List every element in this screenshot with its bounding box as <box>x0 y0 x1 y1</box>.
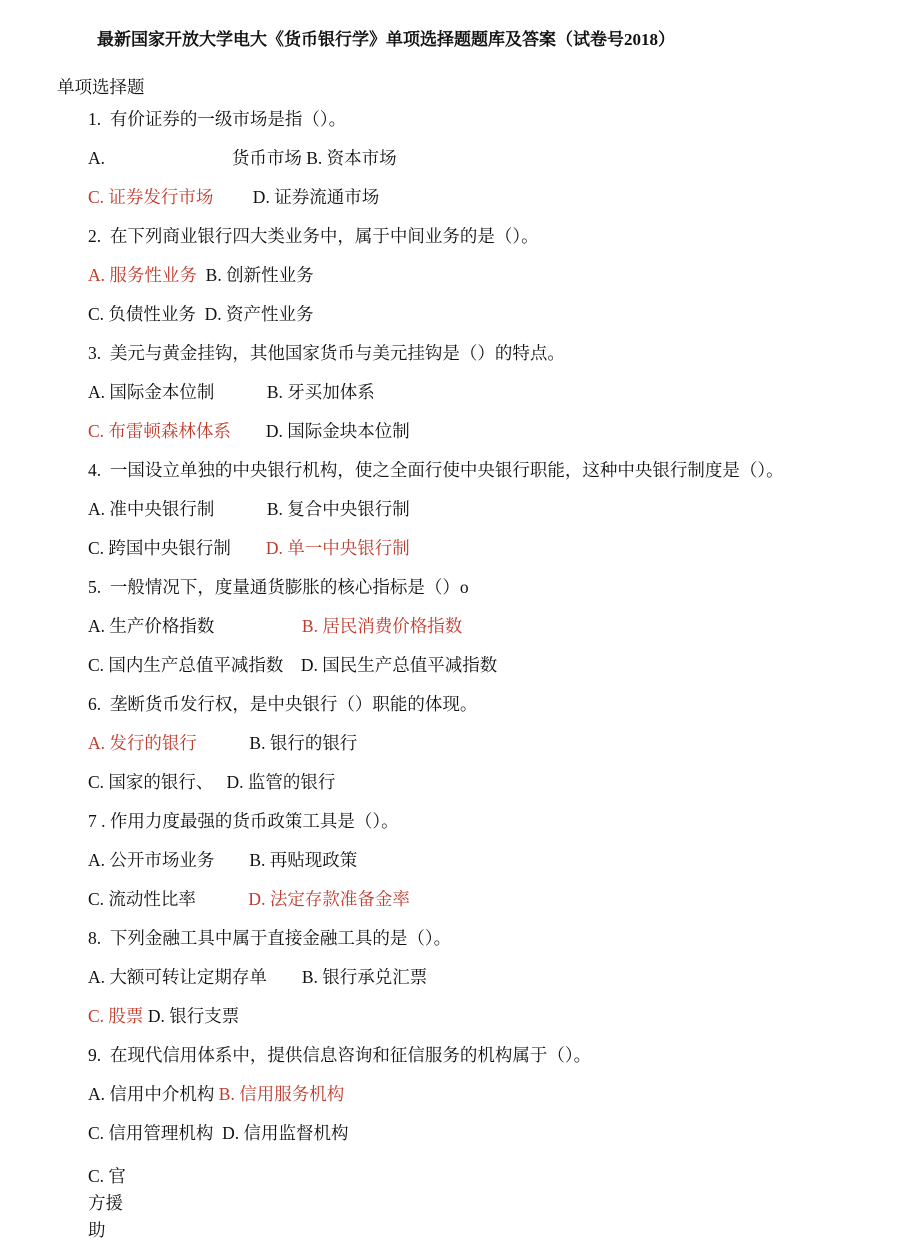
option-text: A. 国际金本位制 B. 牙买加体系 <box>88 382 375 402</box>
option-line <box>88 968 880 986</box>
option-line <box>88 266 880 284</box>
question-stem: 2. 在下列商业银行四大类业务中，属于中间业务的是（）。 <box>88 226 539 246</box>
answer-option-highlighted: B. 信用服务机构 <box>218 1084 345 1104</box>
answer-option-highlighted: C. 股票 <box>88 1006 144 1026</box>
option-text: A. 大额可转让定期存单 B. 银行承兑汇票 <box>88 967 428 987</box>
option-line <box>88 1085 880 1103</box>
option-line <box>88 539 880 557</box>
answer-option-highlighted: C. 布雷顿森林体系 <box>88 421 231 441</box>
option-text: C. 国内生产总值平减指数 D. 国民生产总值平减指数 <box>88 655 498 675</box>
option-line <box>88 851 880 869</box>
option-text: D. 证券流通市场 <box>213 187 380 207</box>
answer-option-highlighted: D. 法定存款准备金率 <box>195 889 410 909</box>
question-stem: 4. 一国设立单独的中央银行机构，使之全面行使中央银行职能，这种中央银行制度是（）。 <box>88 460 784 480</box>
option-line <box>88 734 880 752</box>
option-line <box>88 500 880 518</box>
fragment-line: C. 官 <box>88 1166 126 1186</box>
wrapped-option-fragment <box>88 1163 920 1244</box>
option-line <box>88 656 880 674</box>
option-text: C. 国家的银行、 D. 监管的银行 <box>88 772 336 792</box>
option-line <box>88 305 880 323</box>
fragment-line: 方援 <box>88 1193 123 1213</box>
answer-option-highlighted: C. 证券发行市场 <box>88 187 214 207</box>
option-text: C. 信用管理机构 D. 信用监督机构 <box>88 1123 349 1143</box>
option-line <box>88 422 880 440</box>
document-title: 最新国家开放大学电大《货币银行学》单项选择题题库及答案（试卷号2018） <box>97 30 675 49</box>
option-line <box>88 188 880 206</box>
document-page <box>0 30 920 1255</box>
question-stem: 3. 美元与黄金挂钩，其他国家货币与美元挂钩是（）的特点。 <box>88 343 565 363</box>
option-line <box>88 1007 880 1025</box>
option-line <box>88 383 880 401</box>
question-stem: 7 . 作用力度最强的货币政策工具是（）。 <box>88 811 399 831</box>
option-text: A. 准中央银行制 B. 复合中央银行制 <box>88 499 410 519</box>
question-stem: 1. 有价证券的一级市场是指（）。 <box>88 109 347 129</box>
question-list <box>88 110 880 1142</box>
option-text: A. 生产价格指数 <box>88 616 215 636</box>
answer-option-highlighted: A. 服务性业务 <box>88 265 197 285</box>
option-text: C. 流动性比率 <box>88 889 196 909</box>
option-text: D. 银行支票 <box>143 1006 240 1026</box>
answer-option-highlighted: B. 居民消费价格指数 <box>214 616 463 636</box>
question-stem: 8. 下列金融工具中属于直接金融工具的是（）。 <box>88 928 452 948</box>
option-line <box>88 890 880 908</box>
answer-option-highlighted: A. 发行的银行 <box>88 733 197 753</box>
option-text: C. 负债性业务 D. 资产性业务 <box>88 304 314 324</box>
question-stem: 9. 在现代信用体系中，提供信息咨询和征信服务的机构属于（）。 <box>88 1045 592 1065</box>
option-text: C. 跨国中央银行制 <box>88 538 231 558</box>
fragment-line: 助 <box>88 1220 106 1240</box>
option-text: D. 国际金块本位制 <box>230 421 410 441</box>
option-line <box>88 617 880 635</box>
option-text: A. 信用中介机构 <box>88 1084 219 1104</box>
option-line <box>88 1124 880 1142</box>
option-text: A. 货币市场 B. 资本市场 <box>88 148 397 168</box>
option-text: A. 公开市场业务 B. 再贴现政策 <box>88 850 358 870</box>
option-line <box>88 149 880 167</box>
section-heading: 单项选择题 <box>57 77 145 97</box>
question-stem: 5. 一般情况下，度量通货膨胀的核心指标是（）o <box>88 577 469 597</box>
option-text: B. 银行的银行 <box>196 733 358 753</box>
option-line <box>88 773 880 791</box>
question-stem: 6. 垄断货币发行权，是中央银行（）职能的体现。 <box>88 694 478 714</box>
answer-option-highlighted: D. 单一中央银行制 <box>230 538 410 558</box>
option-text: B. 创新性业务 <box>196 265 314 285</box>
